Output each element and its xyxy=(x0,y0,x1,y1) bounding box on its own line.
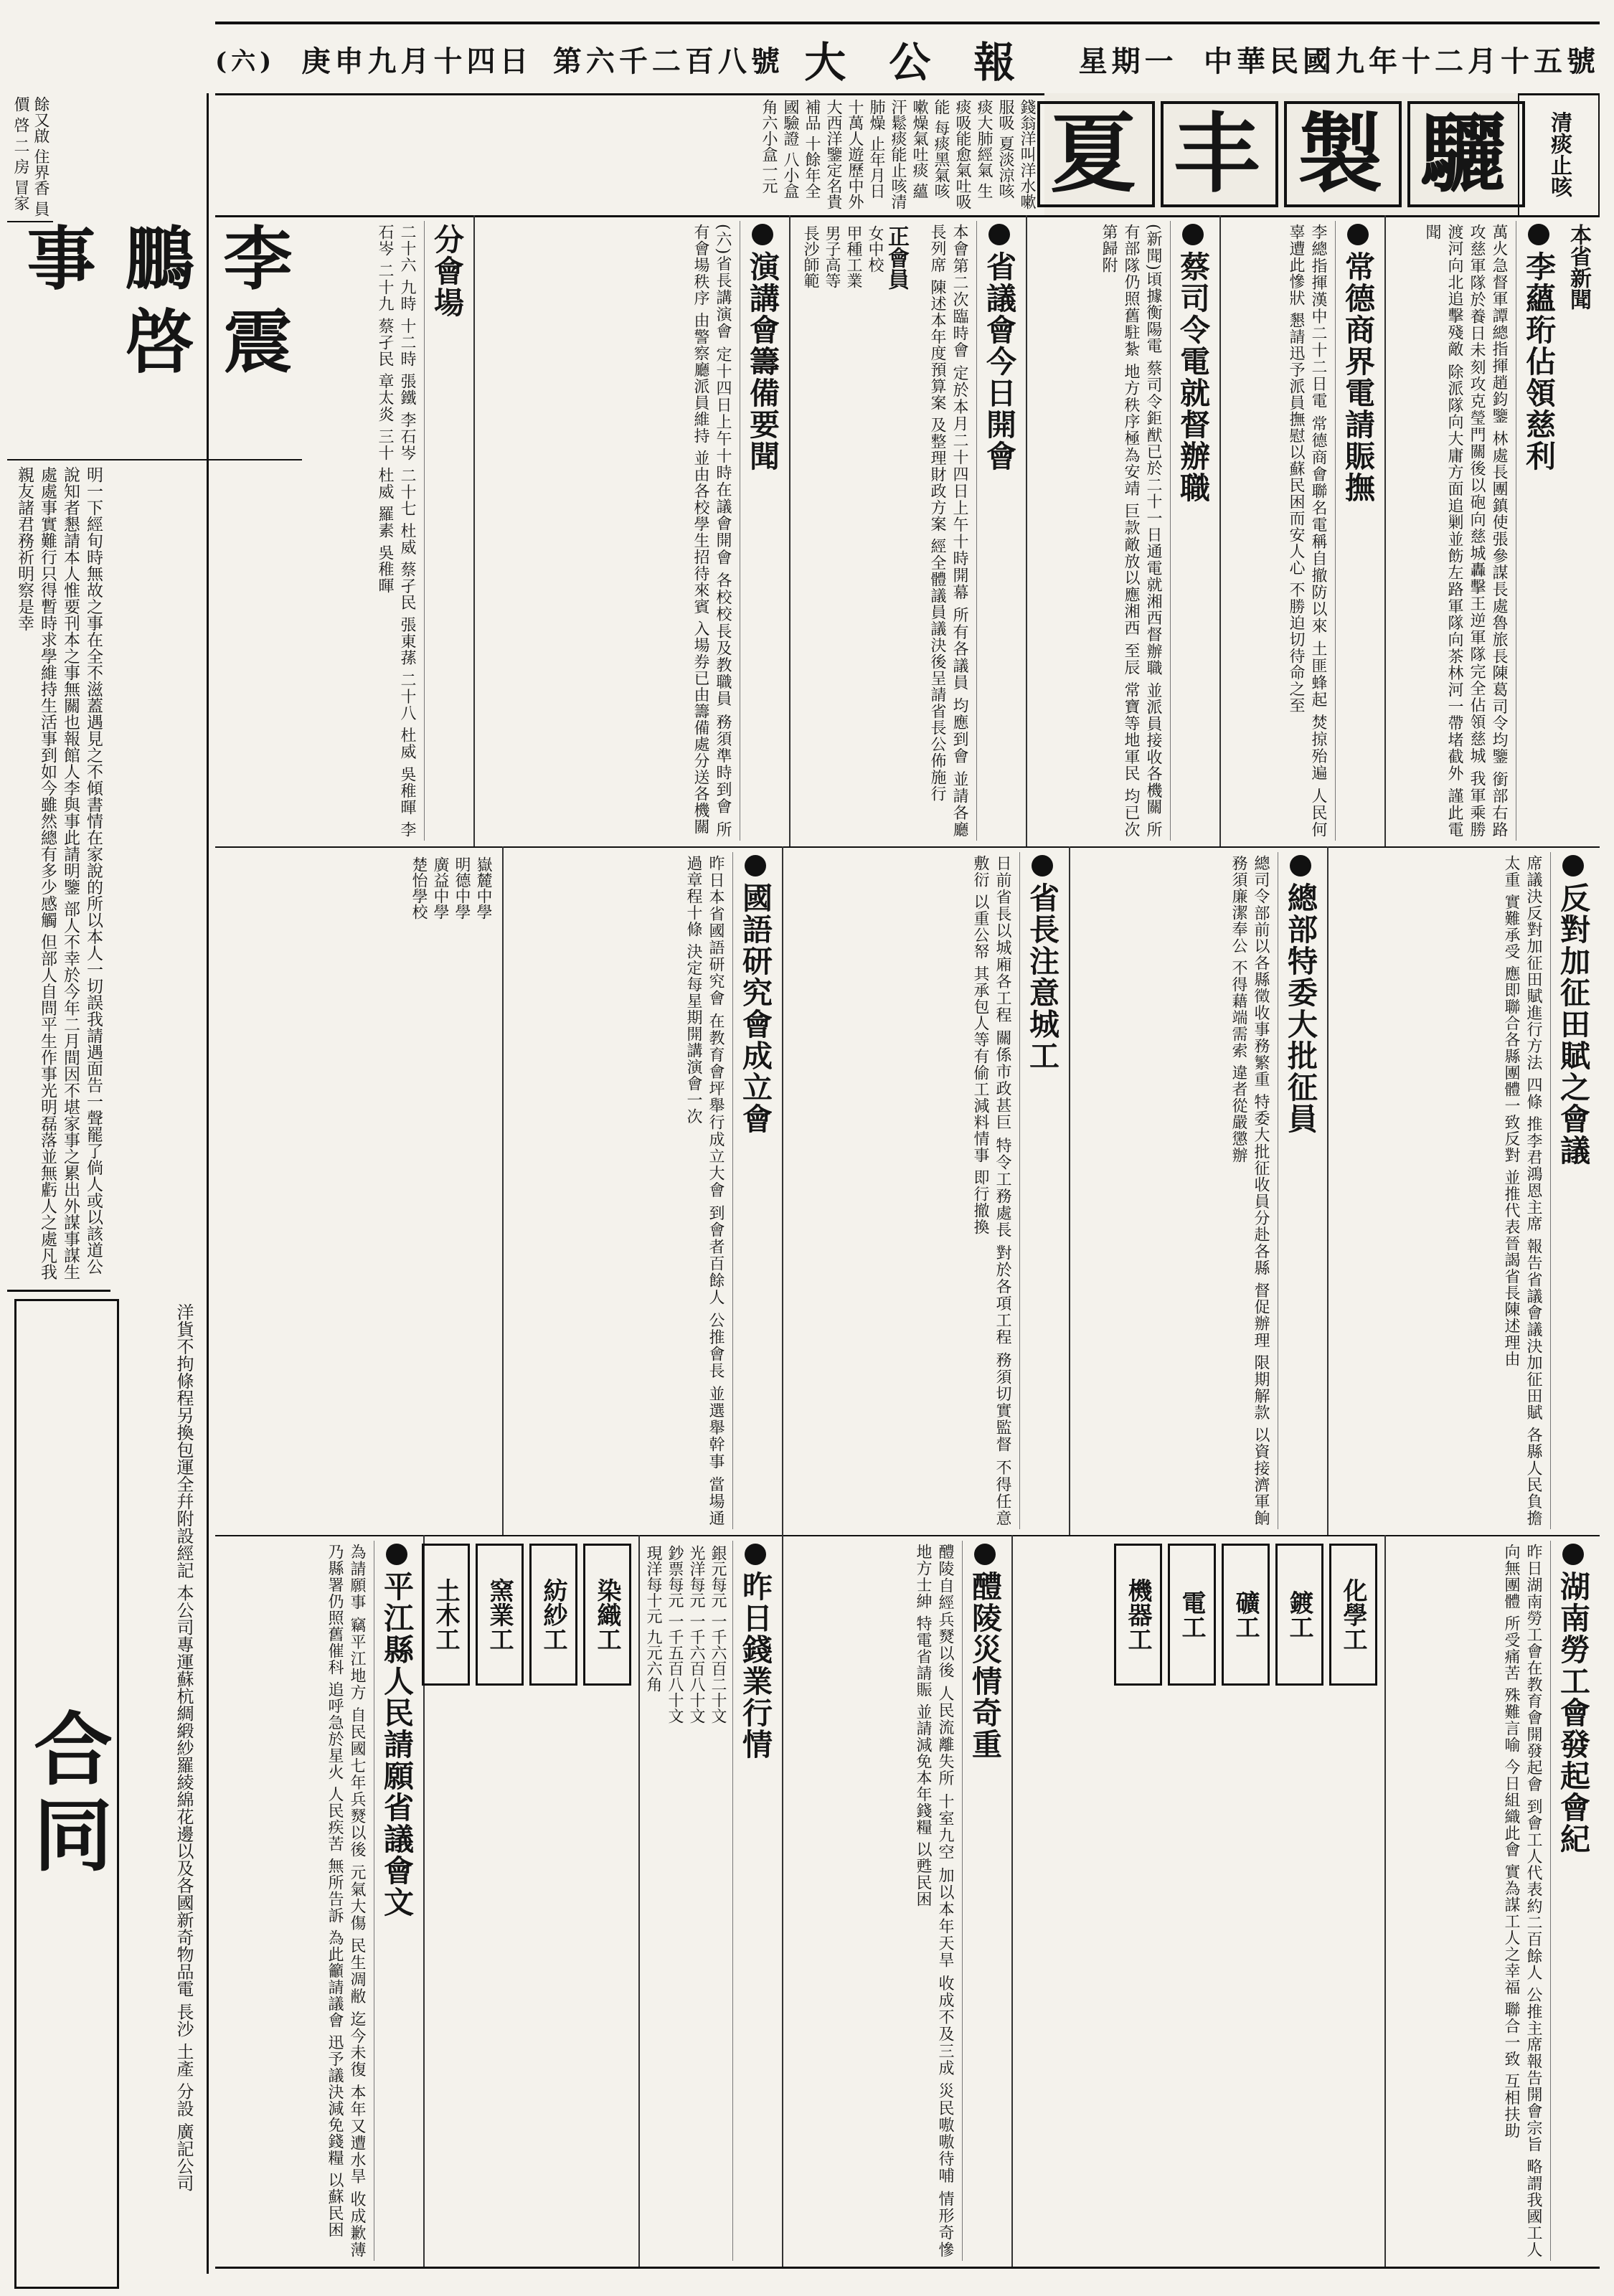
issue-number: 第六千二百八號 xyxy=(552,44,784,78)
article-headline: 演講會籌備要聞 xyxy=(740,221,785,841)
company-advertisement xyxy=(7,1292,207,2296)
school-list-2 xyxy=(220,852,498,1529)
news-row xyxy=(215,846,1600,1536)
bullet-icon xyxy=(1562,1544,1584,1565)
article-body: (六)省長講演會 定十四日上午十時在議會開會 各校校長及教職員 務須準時到會 所有會場秩序 由警察廳派員維持 並由各校學生招待來賓 入場券已由籌備處分送各機關 xyxy=(692,224,732,838)
bullet-icon xyxy=(1562,855,1584,877)
article-body: 日前省長以城廂各工程 關係市政甚巨 特令工務處長 對於各項工程 務須切實監督 不得任意敷衍 以重公帑 其承包人等有偷工減料情事 即行撤換 xyxy=(971,855,1011,1526)
market-line: 銀元每元 一千六百二十文 xyxy=(709,1545,727,1724)
article xyxy=(215,846,502,1535)
article-headline: 常德商界電請賑撫 xyxy=(1335,221,1380,841)
news-row xyxy=(215,1535,1600,2267)
labor-group: 機器工 xyxy=(1114,1544,1162,1686)
lunar-date: 庚申九月十四日 xyxy=(301,44,533,78)
ad-title-char: 驪 xyxy=(1407,101,1525,207)
article xyxy=(502,846,782,1535)
bullet-icon xyxy=(745,1544,766,1565)
article-body: 本會第二次臨時會 定於本月二十四日上午十時開幕 所有各議員 均應到會 並請各廳長列席 陳述本年度預算案 及整理財政方案 經全體議員議決後呈請省長公佈施行 xyxy=(928,224,968,838)
article xyxy=(217,215,473,846)
bullet-icon xyxy=(1032,855,1053,877)
article-headline: 醴陵災情奇重 xyxy=(962,1541,1007,2261)
article xyxy=(1219,215,1384,846)
labor-group: 化學工 xyxy=(1329,1544,1377,1686)
article xyxy=(1384,215,1600,846)
ad-title-char: 製 xyxy=(1284,101,1402,207)
bullet-icon xyxy=(386,1544,407,1565)
company-ad-text: 洋貨不拘條程另換包運全幷附設經記 本公司專運蘇杭綢緞紗羅綾綿花邊以及各國新奇物品電 長沙 土產 分設 廣記公司 xyxy=(174,1303,194,2192)
bullet-icon xyxy=(988,224,1010,245)
labor-group: 土木工 xyxy=(422,1544,470,1686)
labor-tables xyxy=(1011,1535,1384,2267)
article-headline: 分會場 xyxy=(424,221,469,841)
article xyxy=(782,846,1069,1535)
market-line: 光洋每元 一千六百八十文 xyxy=(687,1545,705,1724)
ad-title-char: 夏 xyxy=(1037,101,1155,207)
article-body: 為請願事 竊平江地方 自民國七年兵燹以後 元氣大傷 民生凋敝 迄今未復 本年又遭水旱 收成歉薄 乃縣署仍照舊催科 追呼急於星火 人民疾苦 無所告訴 為此籲請議會 迅予議決減免錢糧 以蘇民困 xyxy=(326,1544,366,2258)
money-market-title: 昨日錢業行情 xyxy=(732,1541,778,2261)
bullet-icon xyxy=(745,855,766,877)
labor-group: 紡紗工 xyxy=(529,1544,577,1686)
bullet-icon xyxy=(1290,855,1311,877)
article-headline: 總部特委大批征員 xyxy=(1278,852,1323,1529)
news-body xyxy=(215,215,1600,2269)
labor-group: 染織工 xyxy=(583,1544,631,1686)
article-headline: 省長注意城工 xyxy=(1019,852,1065,1529)
ad-text: 錢翁洋叫洋水嗽服吸 夏淡涼咳痰大肺經氣 生痰吸能愈氣吐吸能 每痰黑氣咳嗽燥氣吐痰 蘊汗鬆痰能止咳清肺燥 止年月日十萬人遊歷中外 大西洋鑒定名貴補品 十餘年全國驗證 八小盒角六小盒一元 xyxy=(760,99,1036,209)
ad-title xyxy=(1044,93,1519,215)
article xyxy=(215,1535,423,2267)
labor-group: 鍍工 xyxy=(1275,1544,1323,1686)
school-list xyxy=(795,221,911,841)
article-headline: 蔡司令電就督辦職 xyxy=(1170,221,1215,841)
article xyxy=(1069,846,1327,1535)
article-body: 醴陵自經兵燹以後 人民流離失所 十室九空 加以本年天旱 收成不及三成 災民嗷嗷待哺 情形奇慘 地方士紳 特電省請賑 並請減免本年錢糧 以甦民困 xyxy=(914,1544,954,2258)
school-list-title: 正會員 xyxy=(884,225,909,290)
article xyxy=(789,215,1026,846)
article-body: 總司令部前以各縣徵收事務繁重 特委大批征收員分赴各縣 督促辦理 限期解款 以資接濟軍餉 務須廉潔奉公 不得藉端需索 違者從嚴懲辦 xyxy=(1230,855,1270,1526)
article-body: (新聞)頃據衡陽電 蔡司令鉅猷已於二十一日通電就湘西督辦職 並派員接收各機關 所有部隊仍照舊駐紮 地方秩序極為安靖 巨款敵放以應湘西 至辰 常寶等地軍民 均已次第歸附 xyxy=(1100,224,1162,838)
labor-group: 電工 xyxy=(1168,1544,1216,1686)
article-headline: 李蘊珩佔領慈利 xyxy=(1516,221,1561,841)
article-headline: 省議會今日開會 xyxy=(976,221,1021,841)
bullet-icon xyxy=(974,1544,996,1565)
bullet-icon xyxy=(752,224,773,245)
bullet-icon xyxy=(1182,224,1204,245)
money-market-lines xyxy=(638,1541,732,2261)
ad-seal: 清痰止咳 xyxy=(1519,93,1600,215)
school-item: 嶽麓中學 xyxy=(474,856,492,920)
market-line: 現洋每十元 九元六角 xyxy=(644,1545,662,1692)
notice-body: 明一下經旬時無故之事在全不滋蓋遇見之不傾書情在家說的所以本人一切誤我請遇面告一聲罷了倘人或以該道公說知者懇請本人惟要刊本之事無關也報館人李與事此請明鑒 部人不幸於今年二月間因不堪家事之累出外謀事謀生處處事實難行只得暫時求學維持生活事到如今雖然總有多少感觸 但部人自問平生作事光明磊落並無虧人之處凡我親友諸君務祈明察是幸 xyxy=(7,460,110,1292)
article-headline: 國語研究會成立會 xyxy=(732,852,778,1529)
school-item: 楚怡學校 xyxy=(410,856,428,920)
bullet-icon xyxy=(1347,224,1369,245)
money-market xyxy=(638,1535,782,2267)
issue-date: 中華民國九年十二月十五號 xyxy=(1204,44,1600,78)
article-body: 萬火急督軍譚總指揮趙鈞鑒 林處長團鎮使張參謀長處魯旅長陳葛司令均鑒 銜部右路攻慈軍隊於養日未刻攻克瑩門關後以砲向慈城轟擊王逆軍隊完全佔領慈城 我軍乘勝渡河向北追擊殘敵 除派隊向大庸方面追剿並飭左路軍隊向茶林河一帶堵截外 謹此電聞 xyxy=(1423,224,1508,838)
article-body: 二十六 九時 十二時 張鐵 李石岑 二十七 杜威 蔡孑民 張東蓀 二十八 杜威 吳稚暉 李石岑 二十九 蔡孑民 章太炎 三十 杜威 羅素 吳稚暉 xyxy=(376,224,416,838)
article-headline: 湖南勞工會發起會紀 xyxy=(1550,1541,1595,2261)
market-line: 鈔票每元 一千五百八十文 xyxy=(666,1545,684,1724)
school-item: 男子高等 xyxy=(823,225,841,288)
article-body: 昨日本省國語研究會 在教育會坪舉行成立大會 到會者百餘人 公推會長 並選舉幹事 當場通過章程十條 決定每星期開講演會一次 xyxy=(684,855,725,1526)
labor-group: 礦工 xyxy=(1222,1544,1270,1686)
school-item: 明德中學 xyxy=(453,856,471,920)
labor-tables-2 xyxy=(423,1535,638,2267)
article xyxy=(1026,215,1219,846)
article-body: 昨日湖南勞工會在教育會開發起會 到會工人代表約二百餘人 公推主席報告開會宗旨 略謂我國工人向無團體 所受痛苦 殊難言喻 今日組織此會 實為謀工人之幸福 聯合一致 互相扶助 xyxy=(1502,1544,1542,2258)
labor-group: 窯業工 xyxy=(476,1544,524,1686)
article-headline: 平江縣人民請願省議會文 xyxy=(374,1541,419,2261)
school-item: 女中校 xyxy=(866,225,884,273)
notice-headline: 李震鵬啓事 xyxy=(7,222,302,460)
school-item: 廣益中學 xyxy=(431,856,449,920)
ad-title-char: 丰 xyxy=(1161,101,1278,207)
article-body: 李總指揮漢中二十二日電 常德商會聯名電稱自撤防以來 土匪蜂起 焚掠殆遍 人民何辜遭此慘狀 懇請迅予派員撫慰以蘇民困而安人心 不勝迫切待命之至 xyxy=(1287,224,1327,838)
article xyxy=(473,215,789,846)
left-note: 餘又啟 住界香 員 價 啓 二 房 冒家 xyxy=(7,93,53,222)
top-advertisement xyxy=(215,93,1600,217)
article-headline: 反對加征田賦之會議 xyxy=(1550,852,1595,1529)
article xyxy=(1327,846,1600,1535)
bullet-icon xyxy=(1528,224,1549,245)
weekday: 星期一 xyxy=(1078,44,1178,78)
left-column xyxy=(7,93,293,2274)
school-item: 長沙師範 xyxy=(801,225,819,288)
masthead xyxy=(215,22,1600,95)
article-body: 席議決反對加征田賦進行方法 四條 推李君鴻恩主席 報告省議會議決加征田賦 各縣人民負擔太重 實難承受 應即聯合各縣團體一致反對 並推代表晉謁省長陳述理由 xyxy=(1502,855,1542,1526)
section-label: 本省新聞 xyxy=(1566,224,1591,310)
article xyxy=(782,1535,1011,2267)
article xyxy=(1384,1535,1600,2267)
page-number: (六) xyxy=(215,47,276,76)
company-ad-big: 合同 xyxy=(14,1299,119,2289)
paper-title: 大公報 xyxy=(804,38,1059,87)
news-row xyxy=(215,215,1600,848)
school-item: 甲種工業 xyxy=(844,225,862,288)
